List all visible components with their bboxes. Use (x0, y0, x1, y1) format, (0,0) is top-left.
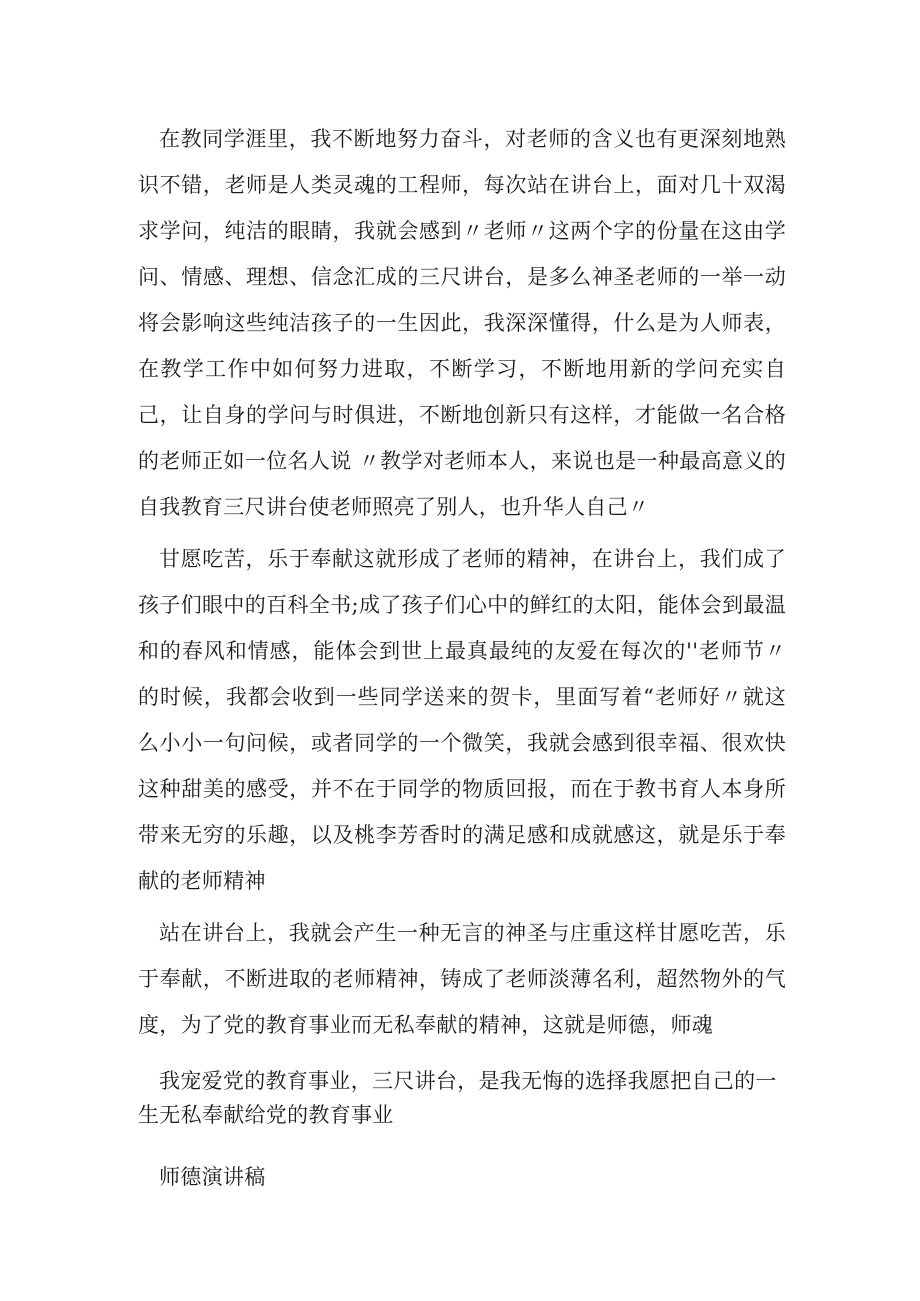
document-title-footer: 师德演讲稿 (159, 1165, 266, 1189)
paragraph-2: 甘愿吃苦，乐于奉献这就形成了老师的精神，在讲台上，我们成了孩子们眼中的百科全书;成了孩子们心中的鲜红的太阳，能体会到最温和的春风和情感，能体会到世上最真最纯的友爱在每次的''老师节〃的时候，我都会收到一些同学送来的贺卡，里面写着“老师好〃就这么小小一句问候，或者同学的一个微笑，我就会感到很幸福、很欢快这种甜美的感受，并不在于同学的物质回报，而在于教书育人本身所带来无穷的乐趣，以及桃李芳香时的满足感和成就感这，就是乐于奉献的老师精神 (138, 547, 786, 893)
document-body (138, 116, 786, 1200)
paragraph-1: 在教同学涯里，我不断地努力奋斗，对老师的含义也有更深刻地熟识不错，老师是人类灵魂的工程师，每次站在讲台上，面对几十双渴求学问，纯洁的眼睛，我就会感到〃老师〃这两个字的份量在这由学问、情感、理想、信念汇成的三尺讲台，是多么神圣老师的一举一动将会影响这些纯洁孩子的一生因此，我深深懂得，什么是为人师表，在教学工作中如何努力进取，不断学习，不断地用新的学问充实自己，让自身的学问与时俱进，不断地创新只有这样，才能做一名合格的老师正如一位名人说 〃教学对老师本人，来说也是一种最高意义的自我教育三尺讲台使老师照亮了别人，也升华人自己〃 (138, 127, 786, 519)
paragraph-3: 站在讲台上，我就会产生一种无言的神圣与庄重这样甘愿吃苦，乐于奉献，不断进取的老师精神，铸成了老师淡薄名利，超然物外的气度，为了党的教育事业而无私奉献的精神，这就是师德，师魂 (138, 921, 786, 1037)
paragraph-4: 我宠爱党的教育事业，三尺讲台，是我无悔的选择我愿把自己的一生无私奉献给党的教育事业 (138, 1069, 777, 1127)
